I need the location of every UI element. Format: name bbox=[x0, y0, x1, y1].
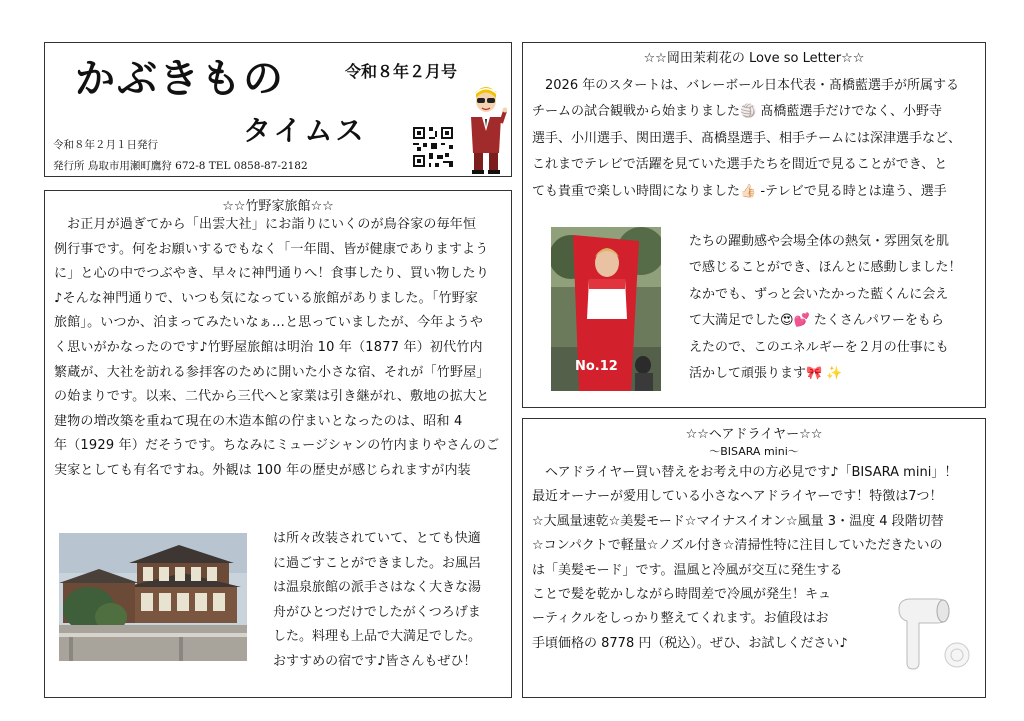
text-line: は所々改装されていて、とても快適 bbox=[273, 531, 481, 546]
text-line: ♪そんな神門通りで、いつも気になっている旅館がありました。「竹野家 bbox=[54, 290, 479, 306]
text-line: に」と心の中でつぶやき、早々に神門通りへ！食事したり、買い物したり bbox=[54, 266, 490, 282]
article-title: ☆☆岡田茉莉花の Love so Letter☆☆ bbox=[643, 51, 865, 66]
text-line: 実家としても有名ですね。外観は 100 年の歴史が感じられますが内装 bbox=[54, 462, 471, 478]
love-so-letter-article bbox=[522, 42, 986, 408]
publication-date: 令和８年２月１日発行 bbox=[53, 139, 158, 151]
text-line: これまでテレビで活躍を見ていた選手たちを間近で見ることができ、と bbox=[532, 157, 948, 173]
article-title: ☆☆ヘアドライヤー☆☆ bbox=[685, 427, 823, 442]
article-title: ☆☆竹野家旅館☆☆ bbox=[222, 199, 334, 214]
text-line: 建物の増改築を重ねて現在の木造本館の佇まいとなったのは、昭和 4 bbox=[54, 413, 463, 429]
text-line: 繁蔵が、大社を訪れる参拝客のために開いた小さな宿、それが「竹野屋」 bbox=[54, 364, 490, 380]
text-line: ても貴重で楽しい時間になりました👍🏻 -テレビで見る時とは違う、選手 bbox=[532, 183, 947, 199]
text-line: は「美髪モード」です。温風と冷風が交互に発生する bbox=[532, 562, 843, 578]
text-line: く思いがかなったのです♪竹野屋旅館は明治 10 年（1877 年）初代竹内 bbox=[54, 339, 483, 355]
text-line: した。料理も上品で大満足でした。 bbox=[273, 629, 482, 645]
text-line: ーティクルをしっかり整えてくれます。お値段はお bbox=[532, 611, 829, 627]
text-line: えたので、このエネルギーを２月の仕事にも bbox=[689, 339, 949, 355]
text-line: で感じることができ、ほんとに感動しました！ bbox=[689, 260, 962, 276]
text-line: ☆大風量速乾☆美髪モード☆マイナスイオン☆風量 3・温度 4 段階切替 bbox=[532, 513, 944, 529]
article-body bbox=[532, 73, 976, 205]
text-line: ヘアドライヤー買い替えをお考え中の方必見です♪「BISARA mini」！ bbox=[545, 465, 958, 480]
article-subtitle: ～BISARA mini～ bbox=[709, 445, 799, 458]
banner-number: No.12 bbox=[575, 359, 618, 374]
publisher-info: 発行所 鳥取市用瀬町鷹狩 672-8 TEL 0858-87-2182 bbox=[53, 160, 308, 172]
article-wrap-text bbox=[273, 527, 505, 675]
text-line: なかでも、ずっと会いたかった藍くんに会え bbox=[689, 286, 949, 302]
issue-label: 令和８年２月号 bbox=[345, 62, 458, 81]
text-line: 活かして頑張ります🎀 ✨ bbox=[689, 366, 843, 382]
text-line: に過ごすことができました。お風呂 bbox=[273, 555, 482, 571]
text-line: おすすめの宿です♪皆さんもぜひ！ bbox=[273, 653, 477, 669]
qr-code-icon[interactable] bbox=[411, 125, 455, 169]
text-line: 例行事です。何をお願いするでもなく「一年間、皆が健康でありますよう bbox=[54, 241, 489, 257]
newsletter-title-sub: タイムス bbox=[243, 114, 367, 147]
hair-dryer-article bbox=[522, 418, 986, 698]
text-line: は温泉旅館の派手さはなく大きな湯 bbox=[273, 580, 482, 596]
text-line: 選手、小川選手、関田選手、髙橋塁選手、相手チームには深津選手など、 bbox=[532, 130, 962, 146]
text-line: の始まりです。以来、二代から三代へと家業は引き継がれ、敷地の拡大と bbox=[54, 389, 490, 405]
article-wrap-text bbox=[689, 229, 979, 387]
hair-dryer-photo bbox=[893, 589, 971, 677]
text-line: 2026 年のスタートは、バレーボール日本代表・髙橋藍選手が所属する bbox=[545, 78, 959, 93]
text-line: ことで髪を乾かしながら時間差で冷風が発生！キュ bbox=[532, 587, 832, 603]
ryokan-photo bbox=[59, 533, 247, 661]
masthead bbox=[44, 42, 512, 177]
text-line: ☆コンパクトで軽量☆ノズル付き☆清掃性特に注目していただきたいの bbox=[532, 538, 943, 554]
text-line: 手頃価格の 8778 円（税込）。ぜひ、お試しください♪ bbox=[532, 635, 848, 651]
mascot-illustration bbox=[465, 83, 507, 175]
text-line: 最近オーナーが愛用している小さなヘアドライヤーです！特徴は7つ！ bbox=[532, 489, 943, 505]
takeno-ryokan-article bbox=[44, 190, 512, 698]
text-line: て大満足でした😍💕 たくさんパワーをもら bbox=[689, 313, 944, 329]
newsletter-title: かぶきもの bbox=[75, 56, 285, 102]
text-line: 年（1929 年）だそうです。ちなみにミュージシャンの竹内まりやさんのご bbox=[54, 438, 500, 454]
text-line: 舟がひとつだけでしたがくつろげま bbox=[273, 604, 481, 620]
text-line: たちの躍動感や会場全体の熱気・雰囲気を肌 bbox=[689, 234, 950, 249]
text-line: 旅館」。いつか、泊まってみたいなぁ…と思っていましたが、今年ようや bbox=[54, 315, 484, 331]
text-line: お正月が過ぎてから「出雲大社」にお詣りにいくのが鳥谷家の毎年恒 bbox=[67, 217, 477, 232]
article-body bbox=[54, 213, 502, 484]
text-line: チームの試合観戦から始まりました🏐 髙橋藍選手だけでなく、小野寺 bbox=[532, 104, 943, 120]
